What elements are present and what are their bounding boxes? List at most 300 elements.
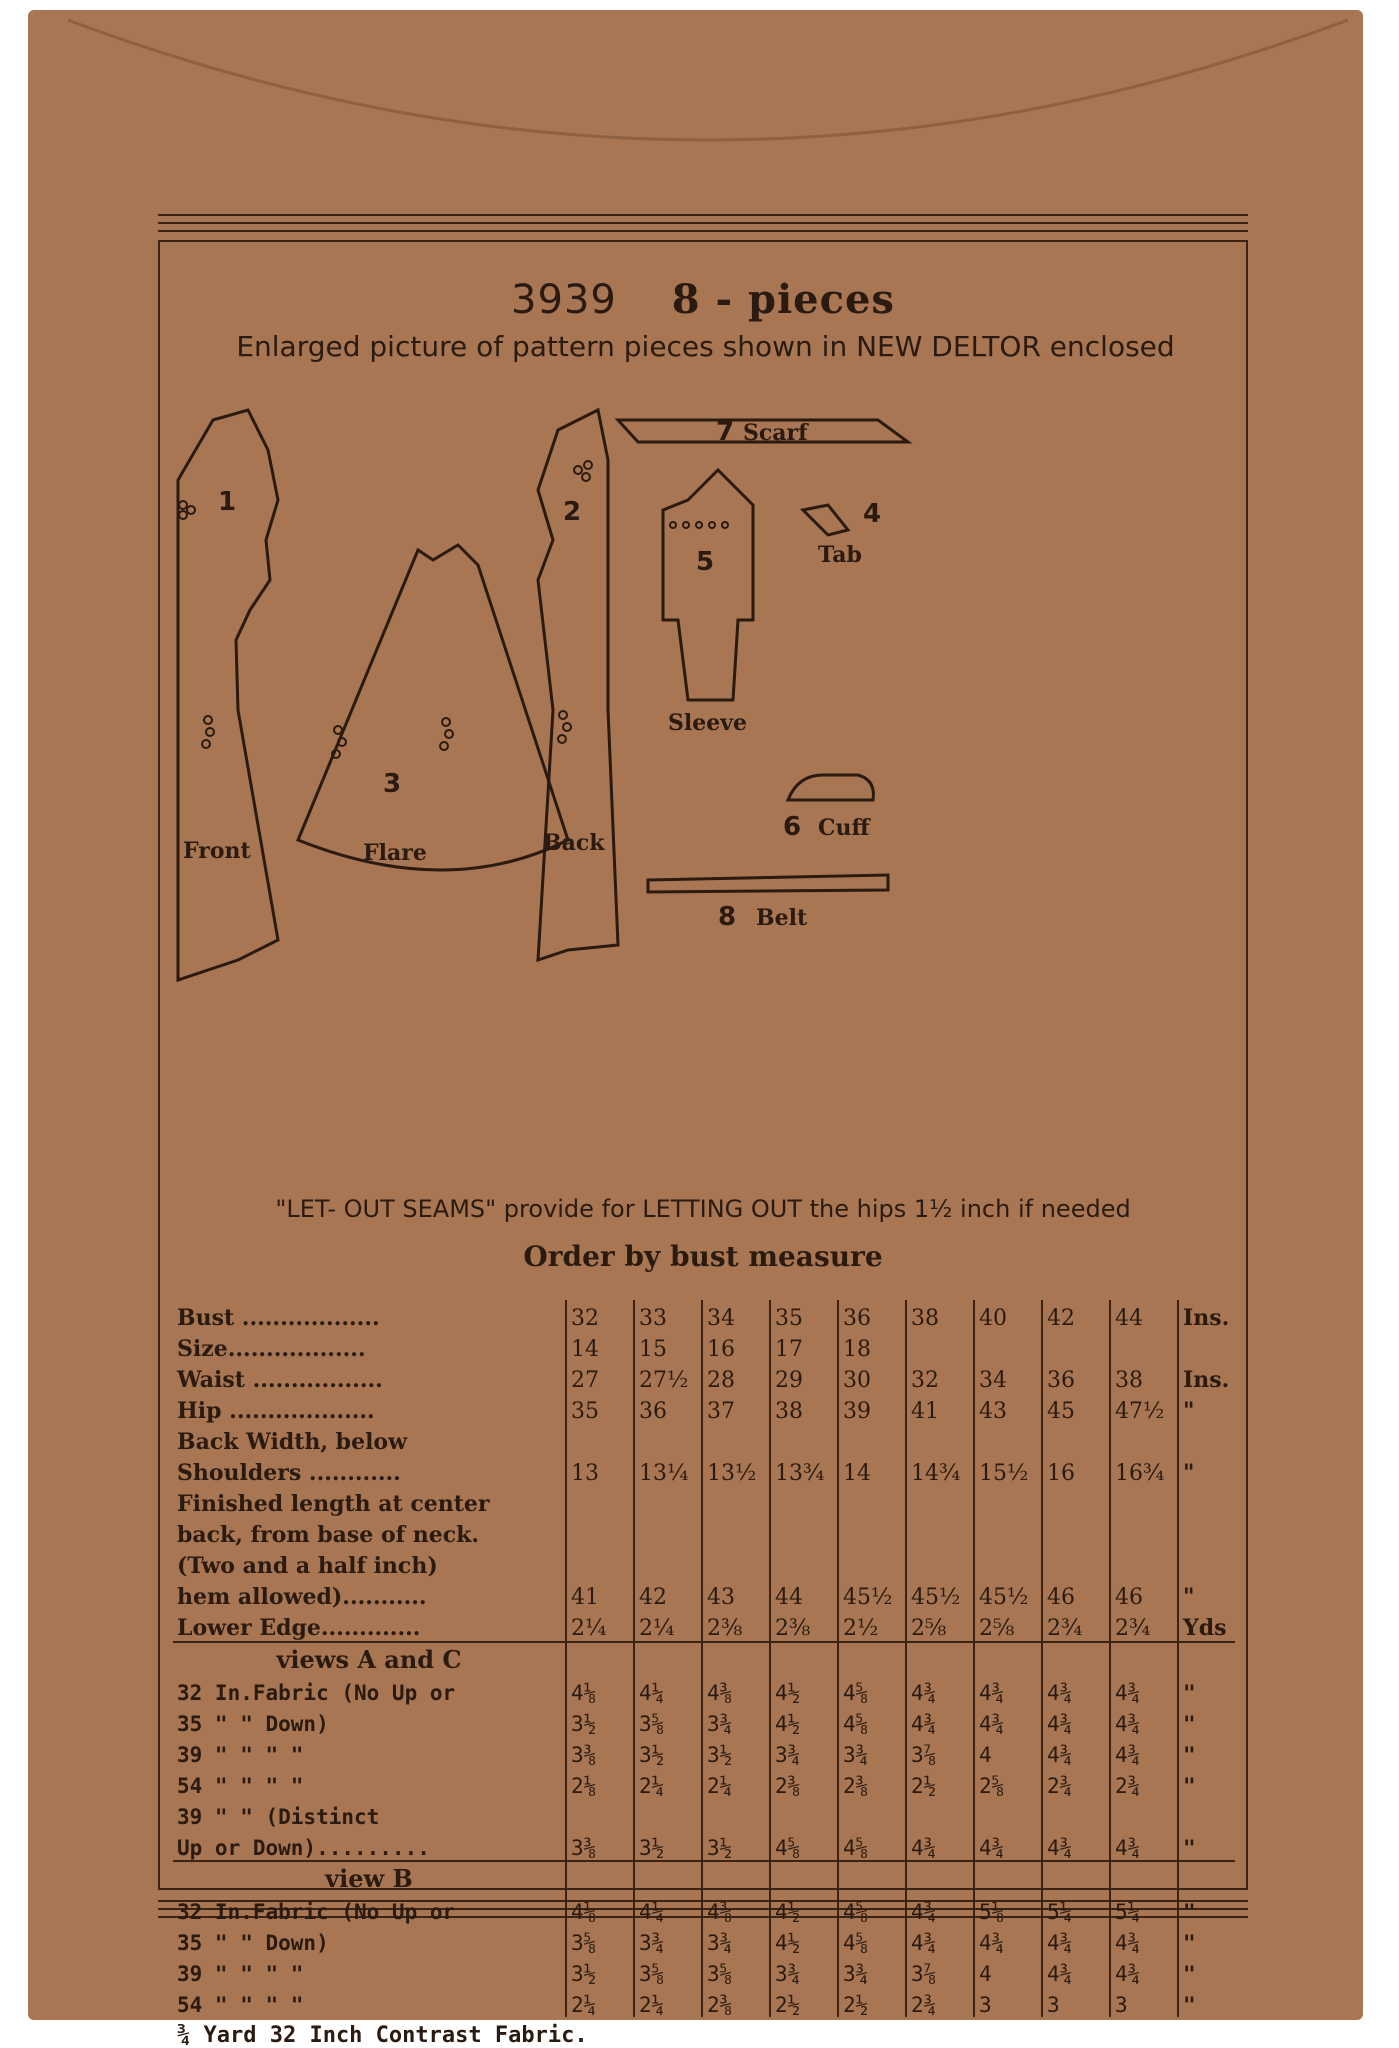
row-unit bbox=[1178, 1331, 1235, 1362]
cell-value: 38 bbox=[1110, 1362, 1178, 1393]
section-heading-row bbox=[173, 1642, 1235, 1674]
cell-value bbox=[634, 1486, 702, 1517]
row-label: 39 " " " " bbox=[177, 1743, 304, 1767]
cell-value: 2¾ bbox=[1042, 1610, 1110, 1642]
cell-value: 15½ bbox=[974, 1455, 1042, 1486]
cell-value: 2¾ bbox=[1042, 1767, 1110, 1798]
row-unit: " bbox=[1178, 1767, 1235, 1798]
cell-value: 5¼ bbox=[1042, 1893, 1110, 1924]
cell-value: 35 bbox=[566, 1393, 634, 1424]
cell-value: 3¾ bbox=[770, 1736, 838, 1767]
cell-value: 2½ bbox=[906, 1767, 974, 1798]
row-label: Bust .................. bbox=[177, 1305, 380, 1331]
piece-belt-label: Belt bbox=[756, 905, 808, 931]
piece-cuff-label: Cuff bbox=[818, 815, 870, 841]
cell-value: 3¾ bbox=[838, 1955, 906, 1986]
cell-value: 4¾ bbox=[1042, 1736, 1110, 1767]
cell-value: 4⅜ bbox=[702, 1674, 770, 1705]
cell-value: 3½ bbox=[702, 1736, 770, 1767]
cell-value bbox=[906, 1424, 974, 1455]
cell-value: 27½ bbox=[634, 1362, 702, 1393]
piece-back-number: 2 bbox=[563, 497, 582, 527]
cell-value: 4¾ bbox=[1042, 1829, 1110, 1861]
row-label: 32 In.Fabric (No Up or bbox=[177, 1681, 456, 1705]
cell-value: 46 bbox=[1110, 1579, 1178, 1610]
cell-value: 16 bbox=[1042, 1455, 1110, 1486]
cell-value: 16¾ bbox=[1110, 1455, 1178, 1486]
pattern-info-panel bbox=[158, 240, 1248, 2048]
piece-belt-number: 8 bbox=[718, 902, 737, 932]
cell-value: 40 bbox=[974, 1300, 1042, 1331]
cell-value: 4½ bbox=[770, 1924, 838, 1955]
cell-value: 3¾ bbox=[838, 1736, 906, 1767]
cell-value: 2⅜ bbox=[702, 1986, 770, 2017]
cell-value bbox=[1110, 1798, 1178, 1829]
table-row bbox=[173, 1424, 1235, 1455]
table-row bbox=[173, 1486, 1235, 1517]
cell-value: 3⅜ bbox=[566, 1829, 634, 1861]
row-unit: " bbox=[1178, 1705, 1235, 1736]
decorative-rule bbox=[158, 214, 1248, 216]
cell-value: 3 bbox=[1110, 1986, 1178, 2017]
cell-value: 2¼ bbox=[566, 1610, 634, 1642]
cell-value: 14 bbox=[566, 1331, 634, 1362]
cell-value: 4¾ bbox=[906, 1893, 974, 1924]
cell-value: 30 bbox=[838, 1362, 906, 1393]
row-label: Finished length at center bbox=[177, 1491, 490, 1517]
cell-value bbox=[1110, 1331, 1178, 1362]
cell-value bbox=[566, 1517, 634, 1548]
cell-value: 43 bbox=[702, 1579, 770, 1610]
cell-value: 14¾ bbox=[906, 1455, 974, 1486]
piece-flare-number: 3 bbox=[383, 769, 402, 799]
cell-value: 32 bbox=[566, 1300, 634, 1331]
piece-belt-outline bbox=[648, 875, 888, 892]
row-unit bbox=[1178, 1642, 1235, 1674]
cell-value: 2¾ bbox=[906, 1986, 974, 2017]
table-row bbox=[173, 1924, 1235, 1955]
cell-value bbox=[1042, 1486, 1110, 1517]
cell-value: 14 bbox=[838, 1455, 906, 1486]
cell-value: 4¾ bbox=[1110, 1829, 1178, 1861]
cell-value bbox=[770, 1517, 838, 1548]
cell-value bbox=[1042, 1517, 1110, 1548]
cell-value: 28 bbox=[702, 1362, 770, 1393]
row-label: 54 " " " " bbox=[177, 1774, 304, 1798]
cell-value bbox=[1042, 1798, 1110, 1829]
cell-value: 5¼ bbox=[1110, 1893, 1178, 1924]
cell-value bbox=[770, 1548, 838, 1579]
letout-seams-note: "LET- OUT SEAMS" provide for LETTING OUT the hips 1½ inch if needed bbox=[275, 1195, 1131, 1223]
cell-value bbox=[702, 1798, 770, 1829]
cell-value bbox=[702, 1861, 770, 1893]
row-label: 35 " " Down) bbox=[177, 1712, 329, 1736]
cell-value: 33 bbox=[634, 1300, 702, 1331]
cell-value bbox=[1042, 1642, 1110, 1674]
cell-value bbox=[906, 1548, 974, 1579]
row-label: Shoulders ............ bbox=[177, 1460, 401, 1486]
table-row bbox=[173, 1610, 1235, 1642]
cell-value: 29 bbox=[770, 1362, 838, 1393]
footnote-row bbox=[173, 2017, 1235, 2048]
cell-value bbox=[634, 1548, 702, 1579]
row-unit: " bbox=[1178, 1955, 1235, 1986]
row-unit bbox=[1178, 1424, 1235, 1455]
row-unit bbox=[1178, 1548, 1235, 1579]
row-label: (Two and a half inch) bbox=[177, 1553, 438, 1579]
cell-value: 47½ bbox=[1110, 1393, 1178, 1424]
cell-value: 4¾ bbox=[906, 1705, 974, 1736]
order-heading: Order by bust measure bbox=[523, 1240, 883, 1273]
table-row bbox=[173, 1300, 1235, 1331]
cell-value: 4⅝ bbox=[838, 1674, 906, 1705]
cell-value: 15 bbox=[634, 1331, 702, 1362]
cell-value bbox=[838, 1642, 906, 1674]
cell-value: 2⅝ bbox=[974, 1610, 1042, 1642]
pattern-number: 3939 bbox=[511, 277, 617, 323]
cell-value bbox=[906, 1861, 974, 1893]
cell-value bbox=[1110, 1486, 1178, 1517]
cell-value: 4¾ bbox=[1042, 1705, 1110, 1736]
row-label: Waist ................. bbox=[177, 1367, 383, 1393]
cell-value bbox=[770, 1861, 838, 1893]
row-unit: Ins. bbox=[1178, 1300, 1235, 1331]
piece-front-number: 1 bbox=[218, 487, 237, 517]
pieces-count: 8 - pieces bbox=[671, 276, 895, 323]
cell-value: 36 bbox=[634, 1393, 702, 1424]
cell-value: 32 bbox=[906, 1362, 974, 1393]
cell-value bbox=[770, 1424, 838, 1455]
table-row bbox=[173, 1331, 1235, 1362]
cell-value: 4¾ bbox=[1042, 1955, 1110, 1986]
cell-value: 3 bbox=[974, 1986, 1042, 2017]
table-row bbox=[173, 1986, 1235, 2017]
cell-value: 4⅝ bbox=[838, 1705, 906, 1736]
cell-value: 4¾ bbox=[906, 1924, 974, 1955]
cell-value: 3⅝ bbox=[702, 1955, 770, 1986]
cell-value: 4¾ bbox=[1110, 1705, 1178, 1736]
cell-value: 2½ bbox=[838, 1610, 906, 1642]
cell-value bbox=[702, 1642, 770, 1674]
subtitle: Enlarged picture of pattern pieces shown in NEW DELTOR enclosed bbox=[236, 330, 1175, 363]
cell-value: 4⅝ bbox=[838, 1924, 906, 1955]
cell-value bbox=[566, 1548, 634, 1579]
cell-value: 45½ bbox=[906, 1579, 974, 1610]
cell-value: 4⅝ bbox=[838, 1893, 906, 1924]
row-unit bbox=[1178, 1861, 1235, 1893]
cell-value: 4½ bbox=[770, 1893, 838, 1924]
measurement-table bbox=[173, 1300, 1235, 2048]
cell-value bbox=[906, 1642, 974, 1674]
row-unit: " bbox=[1178, 1893, 1235, 1924]
cell-value: 4⅝ bbox=[770, 1829, 838, 1861]
cell-value: 36 bbox=[1042, 1362, 1110, 1393]
row-label: 39 " " (Distinct bbox=[177, 1805, 380, 1829]
cell-value: 13¼ bbox=[634, 1455, 702, 1486]
cell-value: 4¾ bbox=[1110, 1736, 1178, 1767]
piece-sleeve-outline bbox=[663, 470, 753, 700]
cell-value bbox=[838, 1548, 906, 1579]
cell-value: 4¾ bbox=[974, 1829, 1042, 1861]
row-label: 32 In.Fabric (No Up or bbox=[177, 1900, 456, 1924]
piece-cuff-outline bbox=[788, 775, 873, 800]
cell-value bbox=[634, 1424, 702, 1455]
table-row bbox=[173, 1798, 1235, 1829]
cell-value: 17 bbox=[770, 1331, 838, 1362]
cell-value bbox=[906, 1486, 974, 1517]
row-unit: " bbox=[1178, 1986, 1235, 2017]
pattern-pieces-diagram bbox=[158, 380, 1248, 1170]
piece-front-label: Front bbox=[183, 838, 251, 864]
piece-tab-label: Tab bbox=[818, 542, 862, 568]
cell-value: 2¼ bbox=[702, 1767, 770, 1798]
cell-value: 3¾ bbox=[702, 1924, 770, 1955]
cell-value: 2¼ bbox=[634, 1986, 702, 2017]
cell-value: 2⅝ bbox=[906, 1610, 974, 1642]
cell-value: 42 bbox=[1042, 1300, 1110, 1331]
cell-value bbox=[974, 1424, 1042, 1455]
cell-value bbox=[1110, 1861, 1178, 1893]
row-label: 54 " " " " bbox=[177, 1993, 304, 2017]
cell-value: 2¼ bbox=[634, 1610, 702, 1642]
cell-value bbox=[974, 1548, 1042, 1579]
cell-value: 3½ bbox=[634, 1736, 702, 1767]
cell-value: 4¾ bbox=[1042, 1674, 1110, 1705]
row-unit: " bbox=[1178, 1393, 1235, 1424]
cell-value: 18 bbox=[838, 1331, 906, 1362]
decorative-rule bbox=[158, 222, 1248, 224]
cell-value: 2⅛ bbox=[566, 1767, 634, 1798]
cell-value: 2⅜ bbox=[702, 1610, 770, 1642]
cell-value: 46 bbox=[1042, 1579, 1110, 1610]
cell-value: 4⅛ bbox=[566, 1674, 634, 1705]
cell-value: 38 bbox=[906, 1300, 974, 1331]
piece-sleeve-number: 5 bbox=[696, 547, 715, 577]
row-label: back, from base of neck. bbox=[177, 1522, 480, 1548]
cell-value bbox=[702, 1548, 770, 1579]
pattern-title bbox=[158, 276, 1248, 323]
cell-value: 27 bbox=[566, 1362, 634, 1393]
cell-value: 3½ bbox=[566, 1955, 634, 1986]
cell-value: 3⅝ bbox=[566, 1924, 634, 1955]
cell-value bbox=[974, 1861, 1042, 1893]
cell-value: 2⅜ bbox=[770, 1767, 838, 1798]
cell-value bbox=[838, 1861, 906, 1893]
cell-value: 4¾ bbox=[1110, 1924, 1178, 1955]
cell-value: 41 bbox=[906, 1393, 974, 1424]
cell-value bbox=[770, 1486, 838, 1517]
row-unit: " bbox=[1178, 1455, 1235, 1486]
cell-value: 2¼ bbox=[634, 1767, 702, 1798]
cell-value: 42 bbox=[634, 1579, 702, 1610]
cell-value bbox=[974, 1642, 1042, 1674]
cell-value: 39 bbox=[838, 1393, 906, 1424]
piece-tab-outline bbox=[803, 505, 848, 535]
cell-value bbox=[634, 1517, 702, 1548]
cell-value bbox=[906, 1331, 974, 1362]
piece-flare-label: Flare bbox=[363, 840, 427, 866]
row-unit bbox=[1178, 1486, 1235, 1517]
cell-value bbox=[906, 1517, 974, 1548]
cell-value: 3¾ bbox=[702, 1705, 770, 1736]
cell-value: 4¼ bbox=[634, 1893, 702, 1924]
cell-value: 34 bbox=[974, 1362, 1042, 1393]
cell-value: 5⅛ bbox=[974, 1893, 1042, 1924]
cell-value bbox=[1110, 1424, 1178, 1455]
cell-value bbox=[906, 1798, 974, 1829]
cell-value: 44 bbox=[770, 1579, 838, 1610]
cell-value: 2¾ bbox=[1110, 1610, 1178, 1642]
cell-value: 2⅜ bbox=[770, 1610, 838, 1642]
cell-value bbox=[838, 1486, 906, 1517]
cell-value: 43 bbox=[974, 1393, 1042, 1424]
table-row bbox=[173, 1736, 1235, 1767]
table-row bbox=[173, 1893, 1235, 1924]
table-row bbox=[173, 1548, 1235, 1579]
cell-value: 4¾ bbox=[906, 1829, 974, 1861]
cell-value: 4¾ bbox=[974, 1924, 1042, 1955]
piece-back-outline bbox=[538, 410, 618, 960]
cell-value bbox=[634, 1642, 702, 1674]
cell-value bbox=[838, 1517, 906, 1548]
cell-value bbox=[566, 1486, 634, 1517]
cell-value: 4⅛ bbox=[566, 1893, 634, 1924]
row-label: 39 " " " " bbox=[177, 1962, 304, 1986]
cell-value bbox=[702, 1424, 770, 1455]
cell-value: 4¾ bbox=[1110, 1955, 1178, 1986]
piece-tab-number: 4 bbox=[863, 499, 882, 529]
cell-value: 4¾ bbox=[974, 1705, 1042, 1736]
cell-value bbox=[566, 1424, 634, 1455]
cell-value: 38 bbox=[770, 1393, 838, 1424]
row-unit bbox=[1178, 1517, 1235, 1548]
table-row bbox=[173, 1393, 1235, 1424]
cell-value: 3½ bbox=[634, 1829, 702, 1861]
piece-cuff-number: 6 bbox=[783, 812, 802, 842]
cell-value: 4 bbox=[974, 1736, 1042, 1767]
section-heading: views A and C bbox=[276, 1645, 462, 1674]
cell-value: 35 bbox=[770, 1300, 838, 1331]
table-row bbox=[173, 1674, 1235, 1705]
contrast-fabric-note: ¾ Yard 32 Inch Contrast Fabric. bbox=[177, 2023, 588, 2048]
cell-value: 45 bbox=[1042, 1393, 1110, 1424]
cell-value bbox=[1042, 1861, 1110, 1893]
table-row bbox=[173, 1705, 1235, 1736]
cell-value: 4½ bbox=[770, 1674, 838, 1705]
row-label: Hip ................... bbox=[177, 1398, 375, 1424]
cell-value bbox=[702, 1486, 770, 1517]
cell-value: 36 bbox=[838, 1300, 906, 1331]
cell-value: 2¼ bbox=[566, 1986, 634, 2017]
cell-value: 3¾ bbox=[770, 1955, 838, 1986]
cell-value: 37 bbox=[702, 1393, 770, 1424]
row-label: Back Width, below bbox=[177, 1429, 408, 1455]
cell-value: 16 bbox=[702, 1331, 770, 1362]
cell-value: 4 bbox=[974, 1955, 1042, 1986]
cell-value: 44 bbox=[1110, 1300, 1178, 1331]
row-unit: " bbox=[1178, 1674, 1235, 1705]
piece-back-label: Back bbox=[543, 830, 605, 856]
cell-value bbox=[1110, 1548, 1178, 1579]
cell-value bbox=[770, 1798, 838, 1829]
table-row bbox=[173, 1955, 1235, 1986]
row-label: hem allowed)........... bbox=[177, 1584, 427, 1610]
cell-value: 3⅜ bbox=[566, 1736, 634, 1767]
table-row bbox=[173, 1767, 1235, 1798]
row-label: Lower Edge............. bbox=[173, 1610, 566, 1642]
cell-value: 3½ bbox=[702, 1829, 770, 1861]
cell-value: 2⅝ bbox=[974, 1767, 1042, 1798]
cell-value bbox=[770, 1642, 838, 1674]
row-unit: Ins. bbox=[1178, 1362, 1235, 1393]
cell-value: 3⅝ bbox=[634, 1955, 702, 1986]
cell-value: 4¼ bbox=[634, 1674, 702, 1705]
table-row bbox=[173, 1455, 1235, 1486]
row-unit: Yds bbox=[1178, 1610, 1235, 1642]
cell-value: 41 bbox=[566, 1579, 634, 1610]
piece-scarf-label: Scarf bbox=[743, 420, 808, 446]
cell-value: 4¾ bbox=[1042, 1924, 1110, 1955]
cell-value bbox=[838, 1798, 906, 1829]
table-row bbox=[173, 1829, 1235, 1861]
cell-value: 13 bbox=[566, 1455, 634, 1486]
cell-value bbox=[566, 1642, 634, 1674]
table-row bbox=[173, 1579, 1235, 1610]
row-unit: " bbox=[1178, 1829, 1235, 1861]
cell-value bbox=[974, 1486, 1042, 1517]
cell-value: 3⅞ bbox=[906, 1955, 974, 1986]
cell-value: 4½ bbox=[770, 1705, 838, 1736]
cell-value bbox=[566, 1798, 634, 1829]
cell-value bbox=[566, 1861, 634, 1893]
section-heading: view B bbox=[325, 1864, 413, 1893]
cell-value: 3¾ bbox=[634, 1924, 702, 1955]
cell-value: 2½ bbox=[770, 1986, 838, 2017]
row-unit bbox=[1178, 1798, 1235, 1829]
cell-value bbox=[634, 1861, 702, 1893]
cell-value: 13½ bbox=[702, 1455, 770, 1486]
section-heading-row bbox=[173, 1861, 1235, 1893]
table-row bbox=[173, 1362, 1235, 1393]
cell-value: 4⅜ bbox=[702, 1893, 770, 1924]
cell-value: 3 bbox=[1042, 1986, 1110, 2017]
cell-value: 45½ bbox=[838, 1579, 906, 1610]
cell-value bbox=[974, 1798, 1042, 1829]
piece-flare-outline bbox=[298, 545, 568, 870]
cell-value: 2½ bbox=[838, 1986, 906, 2017]
cell-value bbox=[974, 1331, 1042, 1362]
cell-value bbox=[838, 1424, 906, 1455]
cell-value: 3⅝ bbox=[634, 1705, 702, 1736]
cell-value: 45½ bbox=[974, 1579, 1042, 1610]
cell-value: 34 bbox=[702, 1300, 770, 1331]
cell-value bbox=[974, 1517, 1042, 1548]
cell-value bbox=[1110, 1642, 1178, 1674]
cell-value: 3½ bbox=[566, 1705, 634, 1736]
cell-value bbox=[1110, 1517, 1178, 1548]
decorative-rule bbox=[158, 230, 1248, 232]
cell-value bbox=[1042, 1331, 1110, 1362]
row-unit: " bbox=[1178, 1736, 1235, 1767]
row-label: Size.................. bbox=[177, 1336, 366, 1362]
cell-value bbox=[634, 1798, 702, 1829]
cell-value bbox=[1042, 1424, 1110, 1455]
cell-value: 13¾ bbox=[770, 1455, 838, 1486]
cell-value: 3⅞ bbox=[906, 1736, 974, 1767]
cell-value: 2¾ bbox=[1110, 1767, 1178, 1798]
cell-value bbox=[1042, 1548, 1110, 1579]
piece-scarf-number: 7 bbox=[716, 417, 735, 447]
